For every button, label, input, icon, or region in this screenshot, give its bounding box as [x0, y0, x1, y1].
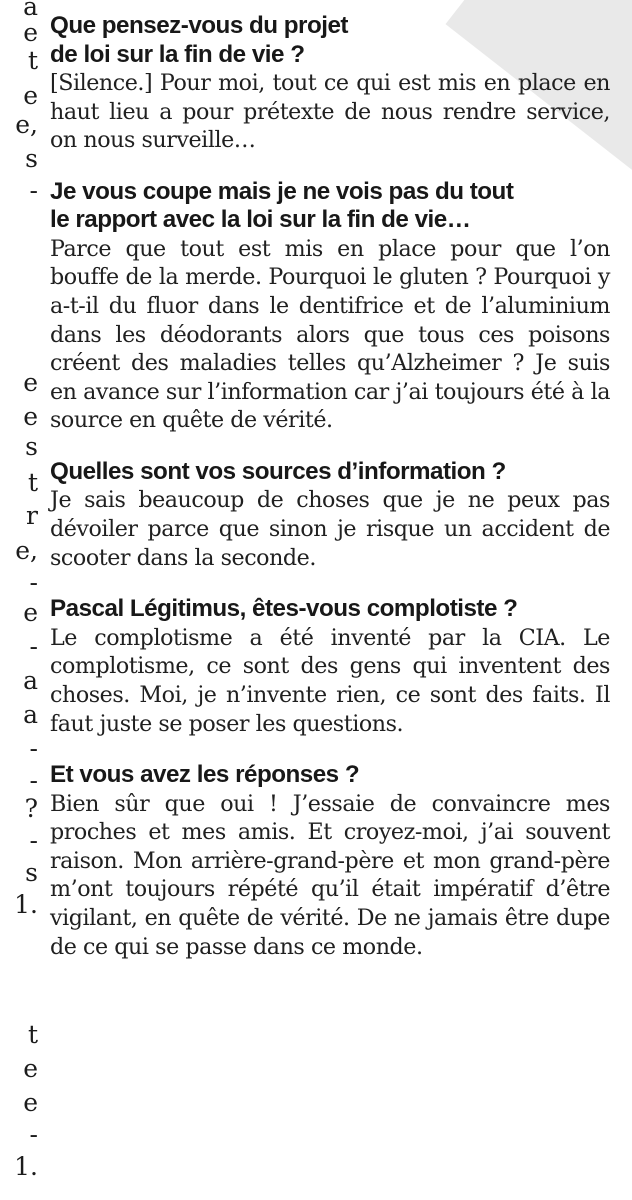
edge-fragment: t — [27, 468, 38, 497]
question-line: Et vous avez les réponses ? — [50, 761, 360, 789]
qa-block — [50, 458, 610, 572]
edge-fragment: ? — [24, 794, 38, 823]
edge-fragment: a — [23, 700, 38, 729]
edge-fragment: a — [23, 0, 38, 21]
qa-block — [50, 595, 610, 738]
interview-answer: Je sais beaucoup de choses que je ne peux pas dévoiler parce que sinon je risque un accident de scooter dans la seconde. — [50, 487, 610, 571]
question-line: de loi sur la fin de vie ? — [50, 40, 305, 68]
interview-question — [50, 178, 610, 235]
edge-fragment: e, — [15, 536, 38, 565]
edge-fragment: - — [29, 1120, 38, 1149]
interview-answer: [Silence.] Pour moi, tout ce qui est mis en place en haut lieu a pour prétexte de nous rendre service, on nous surveille… — [50, 70, 610, 154]
interview-question — [50, 458, 610, 487]
question-line: le rapport avec la loi sur la fin de vie… — [50, 206, 471, 234]
interview-article — [50, 12, 610, 984]
edge-fragment: t — [27, 1020, 38, 1049]
edge-fragment: - — [29, 826, 38, 855]
edge-fragment: e — [23, 81, 38, 110]
edge-fragment: r — [26, 501, 38, 530]
question-line: Quelles sont vos sources d’information ? — [50, 457, 506, 485]
interview-question — [50, 761, 610, 790]
edge-fragment: s — [25, 432, 38, 461]
edge-fragment: 1. — [14, 890, 38, 919]
qa-block — [50, 12, 610, 155]
edge-fragment: e — [23, 368, 38, 397]
interview-answer: Parce que tout est mis en place pour que l’on bouffe de la merde. Pourquoi le gluten ? Pourquoi y a-t-il du fluor dans le dentifrice et de l’aluminium dans les déodorants alors que tous ces poisons créent des maladies telles qu’Alzheimer ? Je suis en avance sur l’information car j’ai toujours été à la source en quête de vérité. — [50, 235, 610, 434]
edge-fragment: e — [23, 402, 38, 431]
edge-fragment: e — [23, 1054, 38, 1083]
edge-fragment: e — [23, 598, 38, 627]
interview-answer: Bien sûr que oui ! J’essaie de convaincre mes proches et mes amis. Et croyez-moi, j’ai souvent raison. Mon arrière-grand-père et mon grand-père m’ont toujours répété qu’il était impératif d’être vigilant, en quête de vérité. De ne jamais être dupe de ce qui se passe dans ce monde. — [50, 790, 610, 960]
edge-fragment: s — [25, 144, 38, 173]
edge-fragment: - — [29, 632, 38, 661]
edge-fragment: e — [23, 1088, 38, 1117]
edge-fragment: - — [29, 568, 38, 597]
interview-answer: Le complotisme a été inventé par la CIA. Le complotisme, ce sont des gens qui inventent des choses. Moi, je n’invente rien, ce sont des faits. Il faut juste se poser les questions. — [50, 624, 610, 737]
qa-block — [50, 761, 610, 961]
edge-fragment: t — [27, 46, 38, 75]
qa-block — [50, 178, 610, 435]
interview-question — [50, 12, 610, 69]
edge-fragment: - — [29, 766, 38, 795]
interview-question — [50, 595, 610, 624]
question-line: Que pensez-vous du projet — [50, 12, 348, 39]
edge-fragment: s — [25, 858, 38, 887]
question-line: Pascal Légitimus, êtes-vous complotiste ? — [50, 595, 518, 623]
adjacent-column-cropped — [0, 0, 44, 1200]
edge-fragment: e — [23, 18, 38, 47]
edge-fragment: 1. — [14, 1152, 38, 1181]
edge-fragment: e, — [15, 110, 38, 139]
edge-fragment: a — [23, 666, 38, 695]
question-line: Je vous coupe mais je ne vois pas du tout — [50, 177, 514, 205]
edge-fragment: - — [29, 176, 38, 205]
edge-fragment: - — [29, 734, 38, 763]
